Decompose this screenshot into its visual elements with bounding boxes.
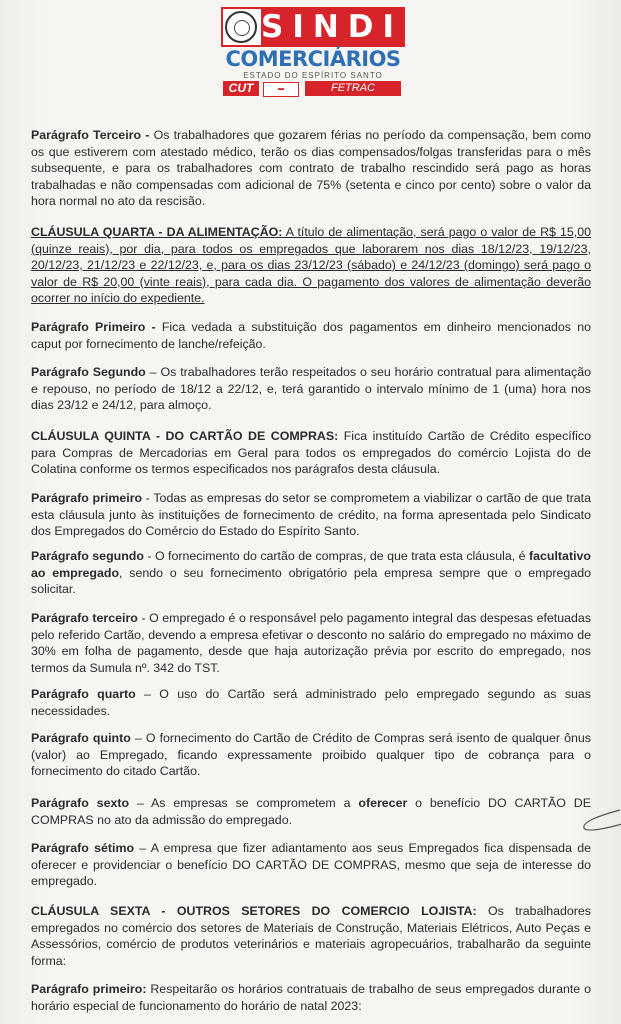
paragraph-body: - Todas as empresas do setor se comprometem a viabilizar o cartão de que trata esta cláusula junto às instituições de fornecimento de crédito, na forma apresentada pelo Sindicato dos Empregados do Comércio do Estado do Espírito Santo. bbox=[31, 491, 591, 538]
logo-comerciarios-text: COMERCIÁRIOS bbox=[225, 47, 401, 71]
paragraph-title: Parágrafo Terceiro - bbox=[31, 128, 150, 142]
paragraph-body: Fica vedada a substituição dos pagamentos em dinheiro mencionados no caput por fornecimento de lanche/refeição. bbox=[31, 320, 591, 351]
paragraph-primeiro-cartao bbox=[31, 490, 591, 540]
paragraph-setimo-cartao bbox=[31, 840, 591, 890]
clause-body: Os trabalhadores empregados no comércio dos setores de Materiais de Construção, Materiais Elétricos, Auto Peças e Assessórios, comércio de produtos veterinários e materiais agropecuários, trabalharão da seguinte forma: bbox=[31, 904, 591, 968]
paragraph-body: – Os trabalhadores terão respeitados o seu horário contratual para alimentação e repouso, no período de 18/12 a 22/12, e, terá garantido o intervalo mínimo de 1 (uma) hora nos dias 23/12 e 24/12, para almoço. bbox=[31, 365, 591, 412]
paragraph-body-end: o benefício DO CARTÃO DE COMPRAS no ato da admissão do empregado. bbox=[31, 796, 591, 827]
logo-sindi-text: SINDI bbox=[261, 9, 404, 45]
paragraph-title: Parágrafo terceiro bbox=[31, 611, 138, 625]
paragraph-sexto-cartao bbox=[31, 795, 591, 828]
paragraph-title: Parágrafo quinto bbox=[31, 731, 131, 745]
paragraph-title: Parágrafo segundo bbox=[31, 549, 144, 563]
paragraph-body: - O empregado é o responsável pelo pagamento integral das despesas efetuadas pelo referido Cartão, devendo a empresa efetivar o desconto no salário do empregado no máximo de 30% em folha de pagamento, desde que haja autorização prévia por escrito do empregado, nos termos da Sumula nº. 342 do TST. bbox=[31, 611, 591, 675]
clausula-quarta-alimentacao bbox=[31, 224, 591, 307]
paragraph-terceiro-cartao bbox=[31, 610, 591, 676]
fetrac-logo: FETRAC bbox=[305, 81, 401, 96]
paragraph-title: Parágrafo sétimo bbox=[31, 841, 135, 855]
cut-logo: CUT bbox=[223, 81, 259, 96]
paragraph-body: Respeitarão os horários contratuais de trabalho de seus empregados durante o horário especial de funcionamento do horário de natal 2023: bbox=[31, 982, 591, 1013]
paragraph-title: Parágrafo primeiro bbox=[31, 491, 143, 505]
paragraph-segundo-alimentacao bbox=[31, 364, 591, 414]
paragraph-body: - O fornecimento do cartão de compras, de que trata esta cláusula, é bbox=[143, 549, 530, 563]
paragraph-primeiro-alimentacao bbox=[31, 319, 591, 352]
paragraph-title: Parágrafo sexto bbox=[31, 796, 130, 810]
paragraph-terceiro-compensacao bbox=[31, 127, 591, 210]
paragraph-emphasis: facultativo ao empregado bbox=[31, 549, 591, 580]
logo-top-banner bbox=[221, 7, 405, 47]
paragraph-segundo-cartao bbox=[31, 548, 591, 598]
paragraph-body-end: , sendo o seu fornecimento obrigatório pela empresa sempre que o empregado solicitar. bbox=[31, 565, 591, 596]
paragraph-body: – As empresas se comprometem a bbox=[129, 796, 359, 810]
paragraph-title: Parágrafo Segundo bbox=[31, 365, 146, 379]
clause-title: CLÁUSULA QUINTA - DO CARTÃO DE COMPRAS: bbox=[31, 429, 339, 443]
clause-body: Fica instituído Cartão de Crédito específico para Compras de Mercadorias em Geral para todos os empregados do comércio Lojista do de Colatina conforme os termos especificados nos parágrafos desta cláusula. bbox=[31, 429, 591, 476]
clause-title: CLÁUSULA SEXTA - OUTROS SETORES DO COMERCIO LOJISTA: bbox=[31, 904, 477, 918]
clause-body: A título de alimentação, será pago o valor de R$ 15,00 (quinze reais), por dia, para todos os empregados que laborarem nos dias 18/12/23, 19/12/23, 20/12/23, 21/12/23 e 22/12/23, e, para os dias 23/12/23 (sábado) e 24/12/23 (domingo) será pago o valor de R$ 20,00 (vinte reais), para cada dia. O pagamento dos valores de alimentação deverão ocorrer no início do expediente. bbox=[31, 225, 591, 305]
clausula-quinta-cartao bbox=[31, 428, 591, 478]
pen-stroke-icon bbox=[578, 806, 621, 836]
paragraph-primeiro-outros-setores bbox=[31, 981, 591, 1014]
paragraph-title: Parágrafo primeiro: bbox=[31, 982, 147, 996]
logo-estado-text: ESTADO DO ESPÍRITO SANTO bbox=[243, 71, 383, 80]
paragraph-quinto-cartao bbox=[31, 730, 591, 780]
paragraph-body: Os trabalhadores que gozarem férias no período da compensação, bem como os que estiverem com atestado médico, terão os dias compensados/folgas transferidas para o mês subsequente, e para os trabalhadores com contrato de trabalho rescindido será pago as horas trabalhadas e não compensadas com adicional de 75% (setenta e cinco por cento) sobre o valor da hora normal no ato da rescisão. bbox=[31, 128, 592, 208]
paragraph-title: Parágrafo quarto bbox=[31, 687, 136, 701]
affiliate-logo-icon: ▬ bbox=[263, 82, 299, 97]
paragraph-emphasis: oferecer bbox=[358, 796, 408, 810]
paragraph-body: – A empresa que fizer adiantamento aos seus Empregados fica dispensada de oferecer e providenciar o benefício DO CARTÃO DE COMPRAS, mesmo que seja de interesse do empregado. bbox=[31, 841, 591, 888]
seal-icon bbox=[225, 11, 257, 43]
paragraph-quarto-cartao bbox=[31, 686, 591, 719]
clause-title: CLÁUSULA QUARTA - DA ALIMENTAÇÃO: bbox=[31, 225, 283, 239]
paragraph-title: Parágrafo Primeiro - bbox=[31, 320, 156, 334]
clausula-sexta-outros-setores bbox=[31, 903, 591, 969]
sindicato-logo bbox=[221, 7, 405, 97]
paragraph-body: – O uso do Cartão será administrado pelo empregado segundo as suas necessidades. bbox=[31, 687, 591, 718]
paragraph-body: – O fornecimento do Cartão de Crédito de Compras será isento de qualquer ônus (valor) ao Empregado, ficando expressamente proibido qualquer tipo de cobrança para o fornecimento do citado Cartão. bbox=[31, 731, 591, 778]
logo-affiliations bbox=[221, 81, 405, 97]
